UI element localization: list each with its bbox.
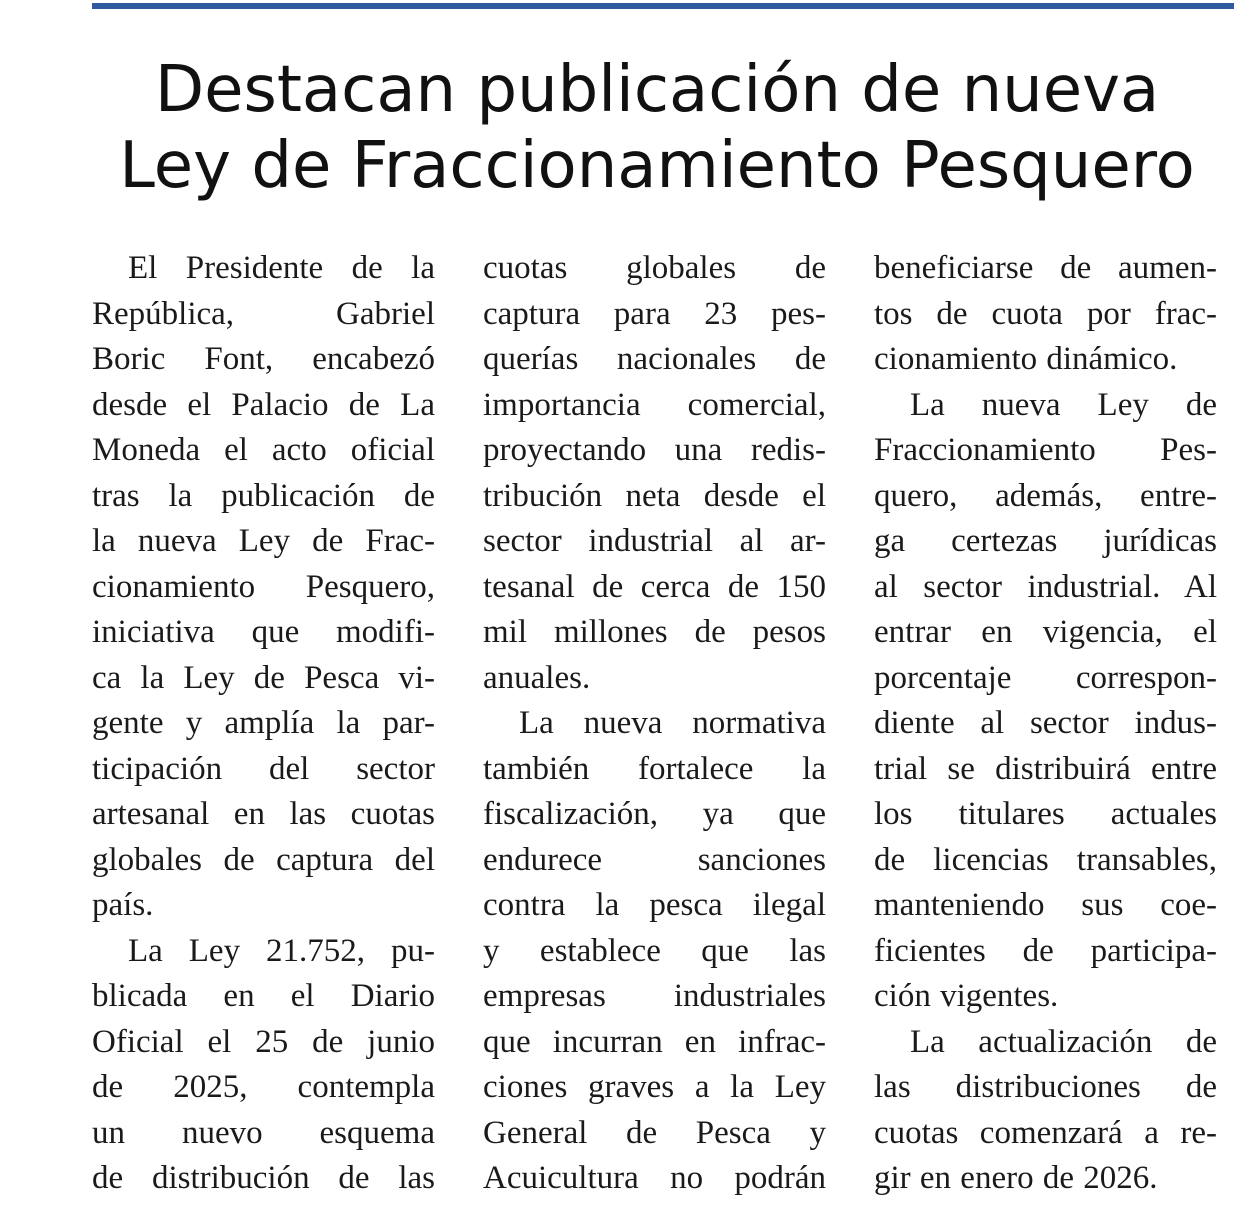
text-line: General de Pesca y <box>483 1114 826 1151</box>
text-line: beneficiarse de aumen- <box>874 250 1217 286</box>
text-line: gir en enero de 2026. <box>874 1160 1158 1196</box>
text-line: Acuicultura no podrán <box>483 1160 826 1196</box>
text-line: La nueva Ley de <box>910 386 1217 423</box>
text-line: cionamiento dinámico. <box>874 341 1178 377</box>
text-line: y establece que las <box>483 932 826 969</box>
text-line: de 2025, contempla <box>92 1069 435 1105</box>
text-line: La Ley 21.752, pu- <box>128 932 435 969</box>
text-line: ficientes de participa- <box>874 932 1217 969</box>
text-line: entrar en vigencia, el <box>874 614 1217 650</box>
text-line: diente al sector indus- <box>874 705 1217 741</box>
text-line: anuales. <box>483 659 591 696</box>
top-rule <box>92 3 1234 9</box>
text-line: La nueva normativa <box>519 705 826 741</box>
text-line: cuotas globales de <box>483 250 826 286</box>
text-line: tesanal de cerca de 150 <box>483 568 826 605</box>
text-line: ción vigentes. <box>874 978 1059 1014</box>
text-line: cuotas comenzará a re- <box>874 1114 1217 1151</box>
text-line: desde el Palacio de La <box>92 386 435 423</box>
text-line: tribución neta desde el <box>483 477 826 514</box>
text-line: República, Gabriel <box>92 295 435 332</box>
text-line: ciones graves a la Ley <box>483 1069 826 1105</box>
text-line: que incurran en infrac- <box>483 1023 826 1060</box>
text-line: La actualización de <box>910 1023 1217 1060</box>
text-line: porcentaje correspon- <box>874 659 1217 696</box>
text-line: proyectando una redis- <box>483 432 826 468</box>
text-line: Moneda el acto oficial <box>92 432 435 468</box>
text-line: tos de cuota por frac- <box>874 295 1217 332</box>
text-line: Fraccionamiento Pes- <box>874 432 1217 468</box>
text-line: mil millones de pesos <box>483 614 826 650</box>
text-line: de distribución de las <box>92 1160 435 1196</box>
text-line: globales de captura del <box>92 841 435 878</box>
headline-line-2: Ley de Fraccionamiento Pesquero <box>119 129 1195 203</box>
text-line: cionamiento Pesquero, <box>92 568 435 605</box>
text-line: contra la pesca ilegal <box>483 887 826 923</box>
text-line: sector industrial al ar- <box>483 523 826 559</box>
text-line: ticipación del sector <box>92 750 435 787</box>
column-1 <box>92 246 435 1202</box>
text-line: empresas industriales <box>483 978 826 1014</box>
text-line: de licencias transables, <box>874 841 1217 878</box>
text-line: un nuevo esquema <box>92 1114 435 1151</box>
text-line: al sector industrial. Al <box>874 568 1217 605</box>
text-line: El Presidente de la <box>128 250 435 286</box>
column-2 <box>483 246 826 1202</box>
text-line: iniciativa que modifi- <box>92 614 435 650</box>
column-3 <box>874 246 1217 1202</box>
text-line: artesanal en las cuotas <box>92 796 435 832</box>
headline <box>60 52 1234 204</box>
headline-line-1: Destacan publicación de nueva <box>154 53 1160 127</box>
text-line: tras la publicación de <box>92 477 435 514</box>
text-line: gente y amplía la par- <box>92 705 435 741</box>
text-line: también fortalece la <box>483 750 826 787</box>
text-line: país. <box>92 887 154 923</box>
text-line: importancia comercial, <box>483 386 826 423</box>
text-line: ga certezas jurídicas <box>874 523 1217 559</box>
text-line: manteniendo sus coe- <box>874 887 1217 923</box>
text-line: Oficial el 25 de junio <box>92 1023 435 1060</box>
text-line: Boric Font, encabezó <box>92 341 435 377</box>
text-line: captura para 23 pes- <box>483 295 826 332</box>
text-line: ca la Ley de Pesca vi- <box>92 659 435 696</box>
text-line: querías nacionales de <box>483 341 826 377</box>
text-line: la nueva Ley de Frac- <box>92 523 435 559</box>
text-line: trial se distribuirá entre <box>874 750 1217 787</box>
text-line: fiscalización, ya que <box>483 796 826 832</box>
text-line: las distribuciones de <box>874 1069 1217 1105</box>
text-line: quero, además, entre- <box>874 477 1217 514</box>
text-line: los titulares actuales <box>874 796 1217 832</box>
text-line: endurece sanciones <box>483 841 826 878</box>
text-line: blicada en el Diario <box>92 978 435 1014</box>
